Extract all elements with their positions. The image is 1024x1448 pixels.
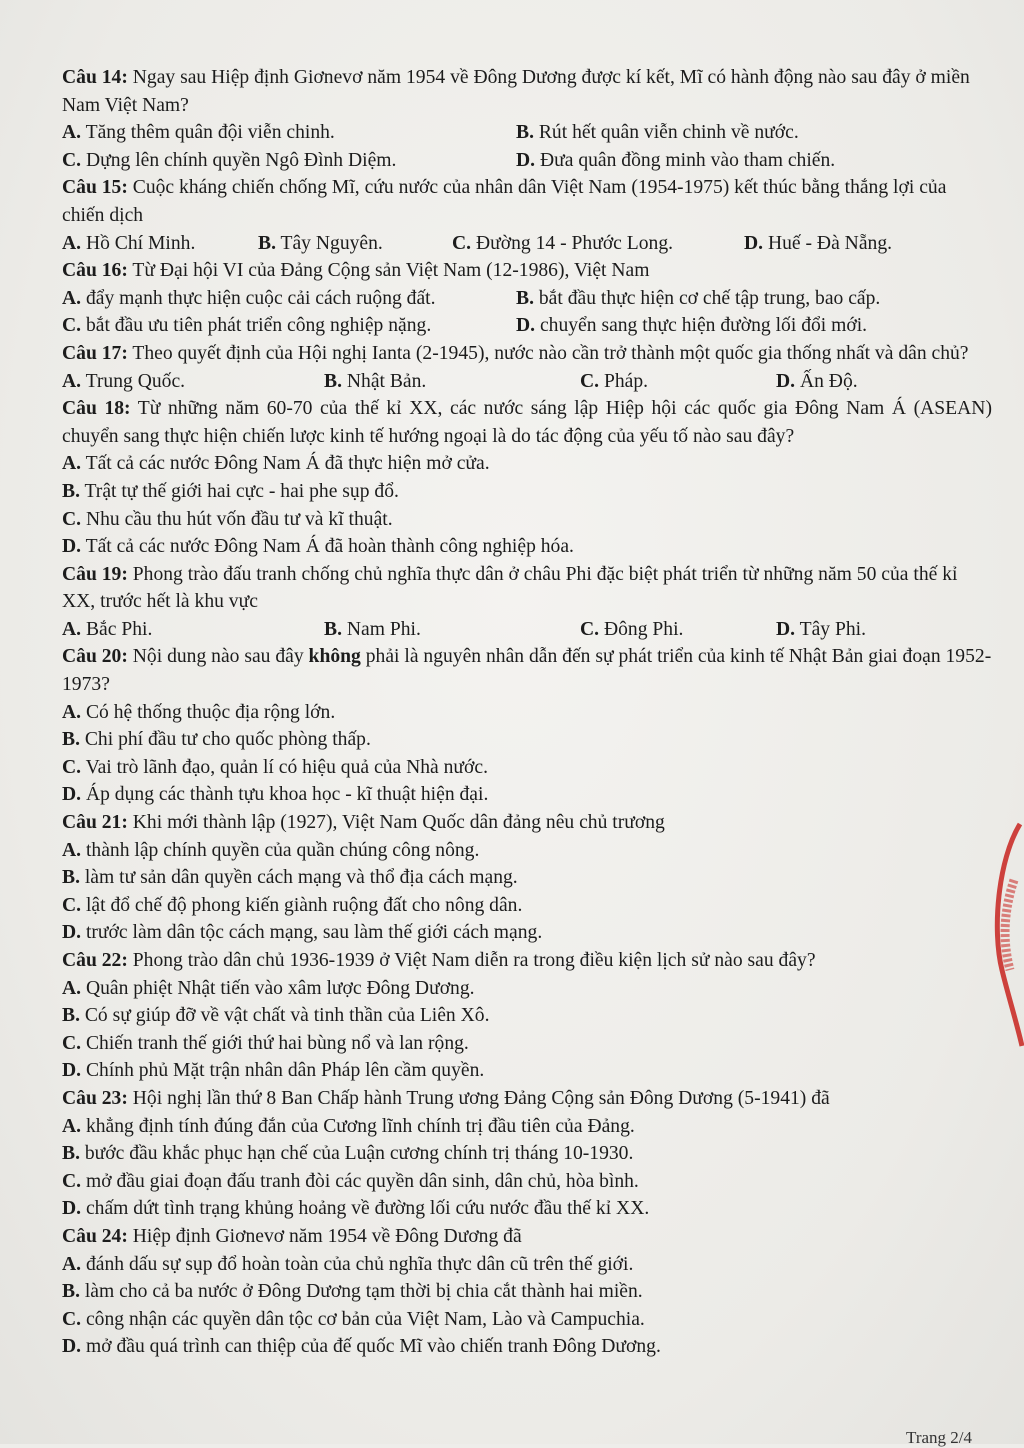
option-d (62, 919, 992, 947)
question-text: Theo quyết định của Hội nghị Ianta (2-1945), nước nào cần trở thành một quốc gia thống nhất và dân chủ? (127, 342, 969, 364)
option-text: Ấn Độ. (795, 370, 858, 392)
options-row (62, 285, 992, 313)
option-b (62, 1140, 992, 1168)
question-text: Từ Đại hội VI của Đảng Cộng sản Việt Nam (12-1986), Việt Nam (127, 260, 650, 282)
option-text: bắt đầu ưu tiên phát triển công nghiệp nặng. (81, 315, 432, 337)
option-a (62, 119, 516, 147)
question-24 (62, 1223, 992, 1361)
option-d (744, 230, 892, 258)
question-23 (62, 1085, 992, 1223)
option-b (62, 1002, 992, 1030)
question-stem (62, 64, 992, 119)
option-c (62, 1306, 992, 1334)
option-letter: B. (516, 287, 534, 309)
option-text: Pháp. (599, 370, 649, 392)
option-b (62, 1278, 992, 1306)
stamp-inner (1005, 880, 1014, 970)
option-letter: B. (516, 122, 534, 144)
option-c (62, 506, 992, 534)
option-letter: B. (62, 1281, 80, 1303)
question-text: Ngay sau Hiệp định Giơnevơ năm 1954 về Đông Dương được kí kết, Mĩ có hành động nào sau đây ở miền Nam Việt Nam? (62, 67, 970, 116)
option-text: Nhu cầu thu hút vốn đầu tư và kĩ thuật. (81, 508, 393, 530)
question-text: Phong trào dân chủ 1936-1939 ở Việt Nam diễn ra trong điều kiện lịch sử nào sau đây? (127, 950, 816, 971)
question-label: Câu 15: (62, 177, 128, 199)
option-letter: B. (62, 480, 80, 502)
question-18 (62, 395, 992, 561)
option-letter: B. (324, 370, 342, 392)
question-19 (62, 561, 992, 644)
option-letter: D. (776, 618, 796, 640)
option-d (62, 1333, 992, 1361)
question-stem (62, 643, 992, 698)
question-stem (62, 561, 992, 616)
option-letter: C. (62, 756, 82, 778)
question-stem (62, 395, 992, 450)
option-text: Chính phủ Mặt trận nhân dân Pháp lên cầm quyền. (81, 1060, 485, 1082)
option-a (62, 1113, 992, 1141)
question-22 (62, 947, 992, 1085)
question-16 (62, 257, 992, 340)
option-text: Có hệ thống thuộc địa rộng lớn. (81, 701, 336, 723)
option-a (62, 1251, 992, 1279)
question-text: Phong trào đấu tranh chống chủ nghĩa thực dân ở châu Phi đặc biệt phát triển từ những năm 50 của thế kỉ XX, trước hết là khu vực (62, 563, 958, 613)
option-letter: B. (62, 729, 80, 751)
option-letter: D. (744, 232, 764, 254)
option-letter: C. (62, 1170, 82, 1192)
option-b (324, 616, 580, 644)
option-text: Tất cả các nước Đông Nam Á đã thực hiện mở cửa. (81, 453, 490, 475)
option-letter: D. (516, 149, 536, 171)
option-text: chấm dứt tình trạng khủng hoảng về đường lối cứu nước đầu thế kỉ XX. (81, 1198, 650, 1220)
question-label: Câu 18: (62, 398, 131, 420)
question-text: phải là nguyên nhân dẫn đến sự phát triển của kinh tế Nhật Bản giai đoạn 1952-1973? (62, 646, 992, 696)
option-letter: B. (62, 1005, 80, 1027)
question-label: Câu 24: (62, 1225, 128, 1247)
question-15 (62, 174, 992, 257)
option-d (62, 1195, 992, 1223)
options-row (62, 119, 992, 147)
option-letter: A. (62, 1115, 82, 1137)
question-label: Câu 23: (62, 1087, 128, 1109)
option-text: bắt đầu thực hiện cơ chế tập trung, bao cấp. (533, 287, 881, 309)
option-a (62, 699, 992, 727)
option-text: Hồ Chí Minh. (81, 232, 196, 254)
option-letter: D. (62, 922, 82, 944)
option-d (516, 147, 835, 175)
option-d (62, 1057, 992, 1085)
option-letter: C. (62, 149, 82, 171)
question-label: Câu 17: (62, 342, 128, 364)
question-label: Câu 20: (62, 646, 128, 668)
option-b (62, 478, 992, 506)
option-text: bước đầu khắc phục hạn chế của Luận cương chính trị tháng 10-1930. (79, 1143, 634, 1165)
question-text: Nội dung nào sau đây (127, 646, 309, 668)
options-row (62, 230, 992, 258)
option-text: làm cho cả ba nước ở Đông Dương tạm thời bị chia cắt thành hai miền. (79, 1281, 643, 1303)
option-text: Bắc Phi. (81, 618, 153, 640)
options-row (62, 312, 992, 340)
option-letter: B. (62, 1143, 80, 1165)
option-letter: A. (62, 453, 82, 475)
option-letter: D. (516, 315, 536, 337)
question-label: Câu 14: (62, 67, 128, 88)
option-text: mở đầu giai đoạn đấu tranh đòi các quyền dân sinh, dân chủ, hòa bình. (81, 1170, 639, 1192)
option-letter: C. (452, 232, 472, 254)
option-d (776, 368, 858, 396)
option-text: lật đổ chế độ phong kiến giành ruộng đất cho nông dân. (81, 894, 523, 916)
option-d (516, 312, 867, 340)
option-text: Chi phí đầu tư cho quốc phòng thấp. (79, 729, 371, 751)
option-text: Nam Phi. (341, 618, 421, 640)
option-b (516, 119, 799, 147)
option-text: Vai trò lãnh đạo, quản lí có hiệu quả của Nhà nước. (81, 756, 488, 778)
option-text: khẳng định tính đúng đắn của Cương lĩnh chính trị đầu tiên của Đảng. (81, 1115, 635, 1137)
question-label: Câu 22: (62, 950, 128, 971)
question-17 (62, 340, 992, 395)
option-letter: C. (580, 370, 600, 392)
option-text: Quân phiệt Nhật tiến vào xâm lược Đông Dương. (81, 977, 475, 999)
option-text: thành lập chính quyền của quần chúng công nông. (81, 839, 480, 861)
question-text: Cuộc kháng chiến chống Mĩ, cứu nước của nhân dân Việt Nam (1954-1975) kết thúc bằng thắng lợi của chiến dịch (62, 177, 947, 226)
option-text: Tây Phi. (795, 618, 867, 640)
option-b (62, 726, 992, 754)
option-text: làm tư sản dân quyền cách mạng và thổ địa cách mạng. (79, 867, 518, 889)
option-letter: C. (62, 508, 82, 530)
option-b (62, 864, 992, 892)
option-text: Huế - Đà Nẵng. (763, 232, 893, 254)
option-c (62, 312, 516, 340)
option-letter: A. (62, 287, 82, 309)
option-text: Trung Quốc. (81, 370, 186, 392)
option-letter: C. (62, 894, 82, 916)
option-d (776, 616, 866, 644)
option-text: Đông Phi. (599, 618, 684, 640)
option-letter: D. (62, 536, 82, 558)
option-b (258, 230, 452, 258)
question-label: Câu 16: (62, 260, 128, 282)
question-text: Từ những năm 60-70 của thế kỉ XX, các nước sáng lập Hiệp hội các quốc gia Đông Nam Á (ASEAN) chuyển sang thực hiện chiến lược kinh tế hướng ngoại là do tác động của yếu tố nào sau đây? (62, 398, 992, 447)
option-letter: C. (62, 315, 82, 337)
question-list (62, 64, 992, 1361)
question-label: Câu 19: (62, 563, 128, 585)
option-letter: C. (62, 1032, 82, 1054)
option-text: Có sự giúp đỡ về vật chất và tinh thần của Liên Xô. (79, 1005, 490, 1027)
question-stem (62, 809, 992, 837)
option-c (62, 1168, 992, 1196)
option-letter: B. (62, 867, 80, 889)
option-text: Áp dụng các thành tựu khoa học - kĩ thuật hiện đại. (81, 784, 489, 806)
option-c (580, 368, 776, 396)
question-text: Hội nghị lần thứ 8 Ban Chấp hành Trung ương Đảng Cộng sản Đông Dương (5-1941) đã (127, 1087, 830, 1109)
option-text: công nhận các quyền dân tộc cơ bản của Việt Nam, Lào và Campuchia. (81, 1308, 645, 1330)
question-stem (62, 1223, 992, 1251)
option-text: Chiến tranh thế giới thứ hai bùng nổ và lan rộng. (81, 1032, 469, 1054)
option-letter: A. (62, 618, 82, 640)
option-a (62, 837, 992, 865)
option-letter: B. (258, 232, 276, 254)
question-stem (62, 1085, 992, 1113)
option-d (62, 533, 992, 561)
option-d (62, 781, 992, 809)
option-c (62, 892, 992, 920)
question-14 (62, 64, 992, 174)
page-number: Trang 2/4 (906, 1428, 972, 1447)
option-a (62, 230, 258, 258)
option-letter: A. (62, 839, 82, 861)
option-b (516, 285, 880, 313)
option-text: mở đầu quá trình can thiệp của đế quốc Mĩ vào chiến tranh Đông Dương. (81, 1336, 661, 1358)
option-a (62, 616, 324, 644)
option-text: đẩy mạnh thực hiện cuộc cải cách ruộng đất. (81, 287, 436, 309)
question-emphasis: không (308, 646, 361, 668)
question-text: Khi mới thành lập (1927), Việt Nam Quốc dân đảng nêu chủ trương (127, 812, 665, 834)
question-label: Câu 21: (62, 812, 128, 834)
question-stem (62, 174, 992, 229)
options-row (62, 368, 992, 396)
option-letter: A. (62, 370, 82, 392)
option-a (62, 285, 516, 313)
option-a (62, 450, 992, 478)
option-b (324, 368, 580, 396)
question-stem (62, 257, 992, 285)
option-letter: C. (62, 1308, 82, 1330)
option-text: đánh dấu sự sụp đổ hoàn toàn của chủ nghĩa thực dân cũ trên thế giới. (81, 1253, 634, 1275)
option-text: Tất cả các nước Đông Nam Á đã hoàn thành công nghiệp hóa. (81, 536, 574, 558)
option-text: chuyển sang thực hiện đường lối đổi mới. (535, 315, 868, 337)
option-text: trước làm dân tộc cách mạng, sau làm thế giới cách mạng. (81, 922, 543, 944)
option-text: Trật tự thế giới hai cực - hai phe sụp đổ. (79, 480, 399, 502)
option-text: Dựng lên chính quyền Ngô Đình Diệm. (81, 149, 397, 171)
option-letter: D. (62, 1336, 82, 1358)
question-stem (62, 340, 992, 368)
option-a (62, 975, 992, 1003)
option-letter: D. (776, 370, 796, 392)
options-row (62, 147, 992, 175)
option-letter: D. (62, 784, 82, 806)
option-text: Nhật Bản. (341, 370, 427, 392)
option-c (62, 1030, 992, 1058)
question-21 (62, 809, 992, 947)
options-row (62, 616, 992, 644)
question-text: Hiệp định Giơnevơ năm 1954 về Đông Dương đã (127, 1225, 522, 1247)
option-letter: C. (580, 618, 600, 640)
option-text: Tăng thêm quân đội viễn chinh. (81, 122, 335, 144)
option-letter: A. (62, 1253, 82, 1275)
option-text: Đưa quân đồng minh vào tham chiến. (535, 149, 836, 171)
option-text: Tây Nguyên. (275, 232, 383, 254)
option-c (580, 616, 776, 644)
option-c (62, 147, 516, 175)
option-text: Đường 14 - Phước Long. (471, 232, 674, 254)
option-letter: A. (62, 977, 82, 999)
question-20 (62, 643, 992, 809)
option-letter: A. (62, 701, 82, 723)
option-c (452, 230, 744, 258)
option-letter: D. (62, 1198, 82, 1220)
option-a (62, 368, 324, 396)
option-letter: B. (324, 618, 342, 640)
option-c (62, 754, 992, 782)
option-letter: A. (62, 122, 82, 144)
option-letter: D. (62, 1060, 82, 1082)
option-letter: A. (62, 232, 82, 254)
question-stem (62, 947, 992, 975)
red-stamp-mark (990, 820, 1024, 1050)
option-text: Rút hết quân viễn chinh về nước. (533, 122, 799, 144)
